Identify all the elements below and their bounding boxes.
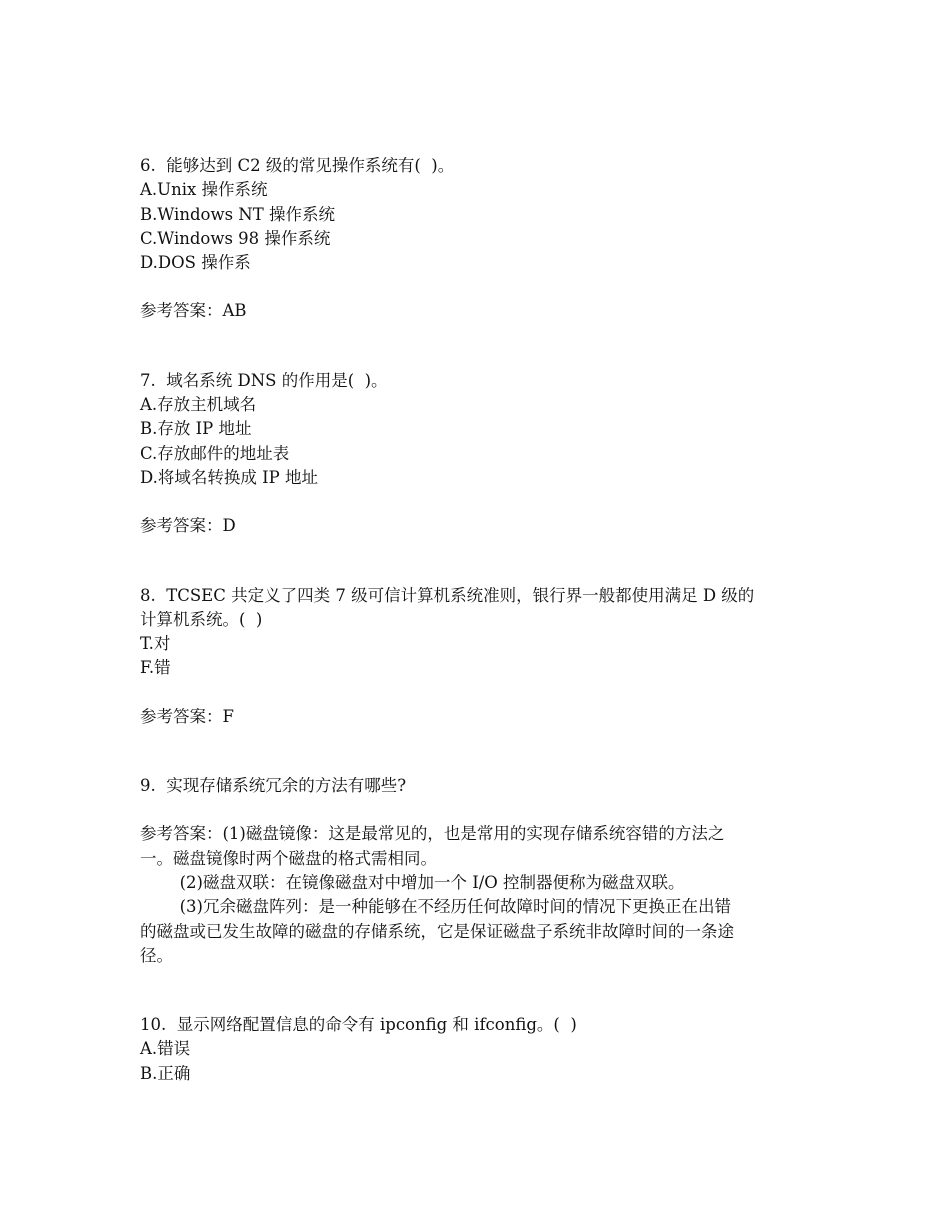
option-b: B.存放 IP 地址 [140,419,252,439]
question-list [140,154,820,1086]
reference-answer: 参考答案：F [140,706,234,726]
question-stem: 10. 显示网络配置信息的命令有 ipconfig 和 ifconfig。( ) [140,1015,577,1035]
answer-line: 一。磁盘镜像时两个磁盘的格式需相同。 [140,848,437,868]
question-8 [140,584,820,729]
question-stem: 8. TCSEC 共定义了四类 7 级可信计算机系统准则，银行界一般都使用满足 D 级的 [140,585,755,605]
question-stem: 6. 能够达到 C2 级的常见操作系统有( )。 [140,156,455,175]
option-b: B.正确 [140,1063,191,1083]
reference-answer: 参考答案：(1)磁盘镜像：这是最常见的，也是常用的实现存储系统容错的方法之 [140,824,725,844]
question-7 [140,369,820,539]
option-f: F.错 [140,658,171,678]
question-stem: 9. 实现存储系统冗余的方法有哪些? [140,776,407,796]
answer-line: 径。 [140,945,173,965]
reference-answer: 参考答案：D [140,516,236,536]
answer-line: (2)磁盘双联：在镜像磁盘对中增加一个 I/O 控制器便称为磁盘双联。 [179,872,685,892]
option-a: A.Unix 操作系统 [140,180,268,200]
option-a: A.存放主机域名 [140,395,257,415]
option-b: B.Windows NT 操作系统 [140,204,335,224]
question-stem-continued: 计算机系统。( ) [140,609,263,629]
answer-line: (3)冗余磁盘阵列：是一种能够在不经历任何故障时间的情况下更换正在出错 [179,897,731,917]
option-c: C.Windows 98 操作系统 [140,228,331,248]
option-t: T.对 [140,634,171,654]
answer-line: 的磁盘或已发生故障的磁盘的存储系统，它是保证磁盘子系统非故障时间的一条途 [140,921,734,941]
option-d: D.DOS 操作系 [140,253,251,273]
question-9 [140,774,820,968]
reference-answer: 参考答案：AB [140,301,247,321]
option-a: A.错误 [140,1039,191,1059]
question-stem: 7. 域名系统 DNS 的作用是( )。 [140,370,388,390]
option-c: C.存放邮件的地址表 [140,443,290,463]
question-10 [140,1013,820,1086]
option-d: D.将域名转换成 IP 地址 [140,467,318,487]
question-6 [140,154,820,324]
